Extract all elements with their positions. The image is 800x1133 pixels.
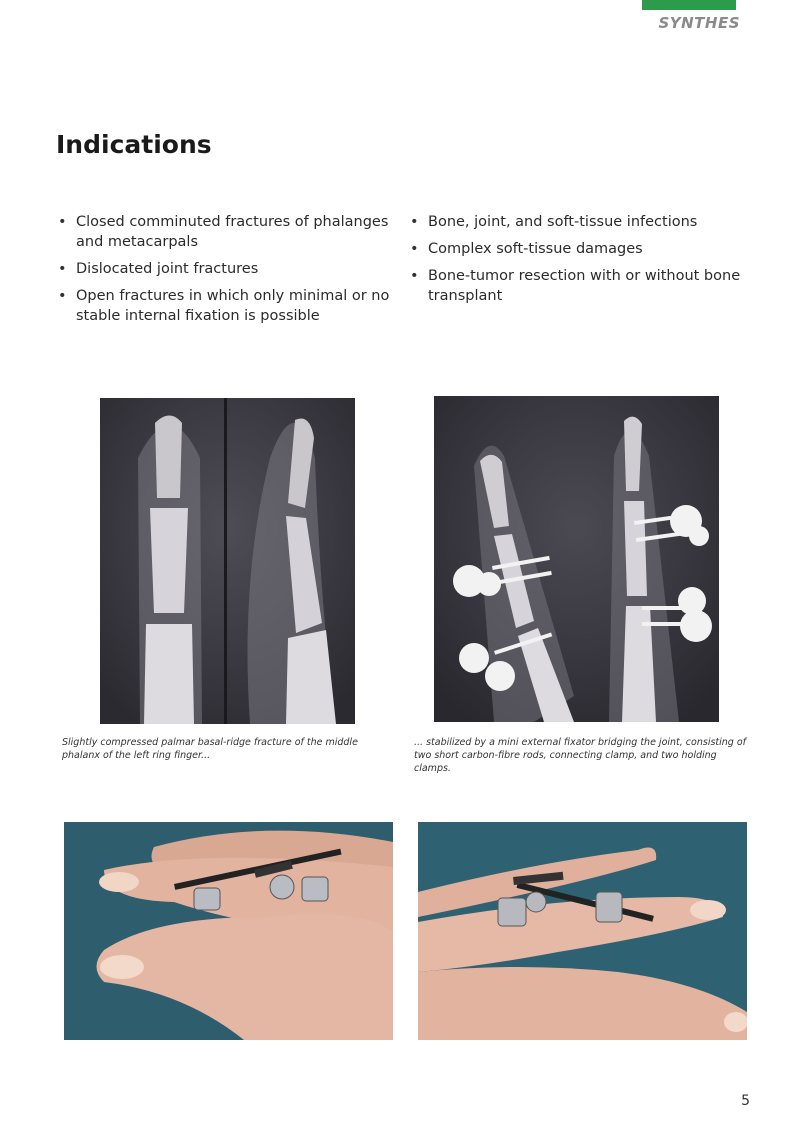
xray-fixator-caption: ... stabilized by a mini external fixator bridging the joint, consisting of two short carbon-fibre rods, connecting clamp, and two holding clamps.: [414, 737, 746, 774]
xray-fixator-image: [434, 396, 719, 722]
xray-fracture-caption: Slightly compressed palmar basal-ridge fracture of the middle phalanx of the left ring finger...: [62, 737, 358, 761]
page-number: 5: [741, 1093, 750, 1109]
xray-fracture-image: [100, 398, 355, 724]
indications-list-left: [58, 212, 398, 333]
list-item: • Bone-tumor resection with or without bone transplant: [410, 266, 760, 306]
list-item: • Open fractures in which only minimal or no stable internal fixation is possible: [58, 286, 398, 326]
list-item: • Dislocated joint fractures: [58, 259, 398, 279]
page-title: Indications: [56, 130, 212, 159]
indications-list-right: [410, 212, 760, 313]
list-item: • Bone, joint, and soft-tissue infections: [410, 212, 760, 232]
hand-fixator-photo-left: [64, 822, 393, 1040]
hand-fixator-photo-right: [418, 822, 747, 1040]
brand-color-bar: [642, 0, 736, 10]
brand-logo: SYNTHES: [658, 14, 740, 32]
list-item: • Closed comminuted fractures of phalanges and metacarpals: [58, 212, 398, 252]
list-item: • Complex soft-tissue damages: [410, 239, 760, 259]
